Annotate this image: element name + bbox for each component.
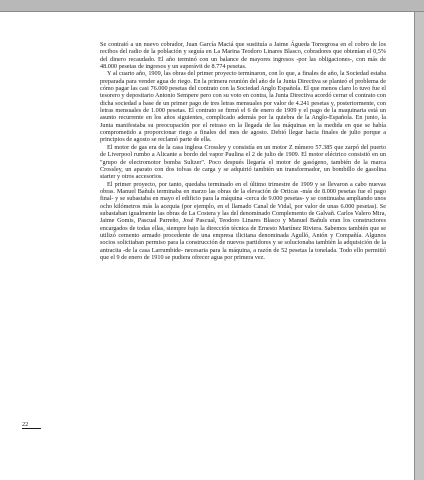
top-frame-bar bbox=[0, 0, 424, 12]
paragraph-1: Se contrató a un nuevo cobrador, Juan García Maciá que sustituía a Jaime Águeda Torregrosa en el cobro de los recibos del radio de la población y seguía en La Marina Teodoro Linares Blasco, cobradores que obtenían el 0,5% del dinero recaudado. El año terminó con un balance de mayores ingresos -por las obligaciones-, con más de 48.000 pesetas de ingresos y un superávit de 8.774 pesetas. bbox=[100, 41, 386, 71]
paragraph-2: Y al cuarto año, 1909, las obras del primer proyecto terminaron, con lo que, a finales de año, la Sociedad estaba preparada para vender agua de riego. En la primera reunión del año de la Junta Directiva se planteó el problema de cómo pagar las casi 76.000 pesetas del contrato con la Sociedad Anglo Española. El que menos claro lo tuvo fue el tesorero y depositario Antonio Sempere pero con su voto en contra, la Junta Directiva acordó cerrar el contrato con dicha sociedad a base de un primer pago de tres letras mensuales por valor de 4.241 pesetas y, posteriormente, con letras mensuales de 1.000 pesetas. El contrato se firmó el 6 de enero de 1909 y el pago de la maquinaria está un asunto recurrente en los años siguientes, complicado además por la quiebra de la Anglo-Española. En junio, la Junta manifestaba su preocupación por el retraso en la llegada de las máquinas en la medida en que se había comprometido a proporcionar riego a finales del mes de agosto. Debió llegar hacia finales de julio porque a principios de agosto se reclamó parte de ella. bbox=[100, 70, 386, 144]
body-text-column bbox=[100, 41, 386, 261]
paragraph-3: El motor de gas era de la casa inglesa Crossley y consistía en un motor Z número 57.385 que zarpó del puerto de Liverpool rumbo a Alicante a bordo del vapor Paulina el 2 de julio de 1909. El motor eléctrico consistió en un "grupo de electromotor bomba Sultzer". Poco después llegaría el motor de gasógeno, también de la marca Crossley, un aparato con dos tolvas de carga y se adquirió también un transformador, un bombillo de gasolina starter y otros accesorios. bbox=[100, 143, 386, 181]
right-frame-bar bbox=[414, 12, 424, 480]
page-number: 22 bbox=[22, 421, 41, 429]
paragraph-4: El primer proyecto, por tanto, quedaba terminado en el último trimestre de 1909 y se llevaron a cabo nuevas obras. Manuel Bañuls terminaba en marzo las obras de la elevación de Orticas -más de 8.000 pesetas fue el pago final- y se subastaba en mayo el edificio para la máquina -cerca de 9.000 pesetas- y se continuaba ampliando unos ocho kilómetros más la acequia (por ejemplo, en el llamado Canal de Vidal, por valor de unas 6.000 pesetas). Se subastaban igualmente las obras de La Costera y las del denominado Complemento de Galvañ. Carlos Valero Mira, Jaime Gomis, Pascual Parreño, José Pascual, Teodoro Linares Blasco y Manuel Bañuls eran los constructores encargados de todas ellas, siempre bajo la dirección técnica de Ernesto Martínez Riviera. Sabemos también que se utilizó cemento armado procedente de una empresa ilicitana denominada Agulló, Antón y Compañía. Algunos socios solicitaban permiso para la construcción de nuevos partidores y se solucionaba también la adquisición de la antracita -de la casa Larrumbide- necesaria para la máquina, a razón de 52 pesetas la tonelada. Todo ello permitió que el 9 de enero de 1910 se pudiera ofrecer agua por primera vez. bbox=[100, 180, 386, 261]
